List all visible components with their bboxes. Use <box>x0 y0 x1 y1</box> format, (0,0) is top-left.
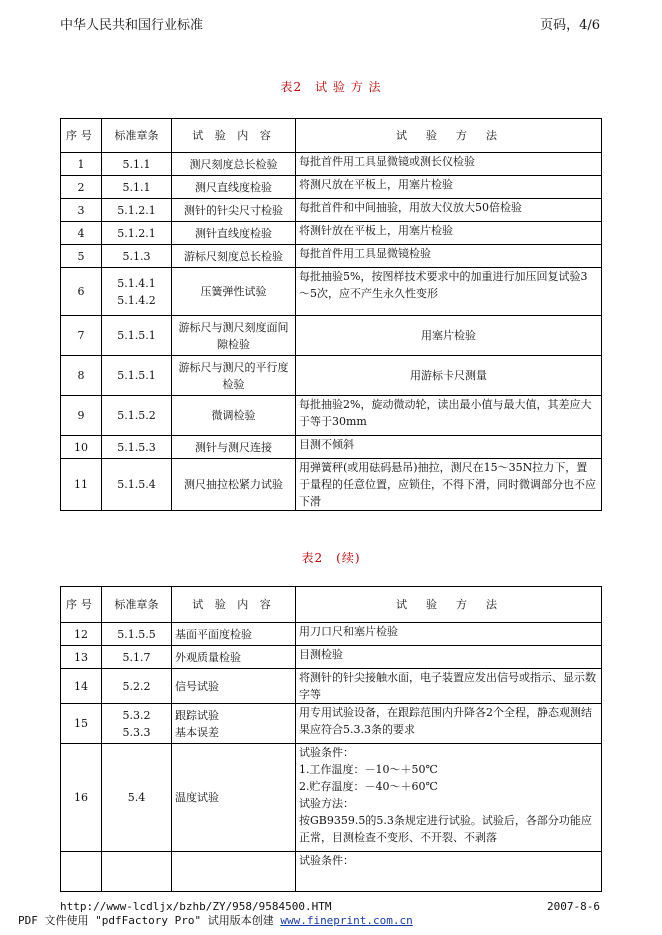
row-test-item: 测针直线度检验 <box>172 222 296 245</box>
row-test-method: 每批首件用工具显微镜或测长仪检验 <box>296 153 602 176</box>
row-test-item: 测尺直线度检验 <box>172 176 296 199</box>
table-row <box>61 176 602 199</box>
footer-date: 2007-8-6 <box>547 900 600 913</box>
row-test-method: 试验条件： <box>296 852 602 892</box>
row-number: 2 <box>61 176 102 199</box>
row-test-method: 用游标卡尺测量 <box>296 356 602 396</box>
table-row <box>61 623 602 646</box>
row-test-method: 每批首件用工具显微镜检验 <box>296 245 602 268</box>
row-number: 4 <box>61 222 102 245</box>
row-clause: 5.1.5.2 <box>102 396 172 436</box>
row-test-item: 微调检验 <box>172 396 296 436</box>
row-number: 6 <box>61 268 102 316</box>
table-row <box>61 704 602 744</box>
row-test-method: 每批首件和中间抽验，用放大仪放大50倍检验 <box>296 199 602 222</box>
row-clause: 5.1.5.3 <box>102 436 172 459</box>
row-test-method: 将测针的针尖接触水面，电子装置应发出信号或指示、显示数字等 <box>296 669 602 704</box>
table-row <box>61 852 602 892</box>
row-test-method: 用弹簧秤(或用砝码悬吊)抽拉，测尺在15～35N拉力下，置于量程的任意位置，应锁住，不得下滑，同时微调部分也不应下滑 <box>296 459 602 511</box>
row-number: 8 <box>61 356 102 396</box>
row-test-method: 用专用试验设备，在跟踪范围内升降各2个全程，静态观测结果应符合5.3.3条的要求 <box>296 704 602 744</box>
row-clause: 5.1.2.1 <box>102 199 172 222</box>
table2-caption: 表2 (续) <box>301 551 361 565</box>
row-number: 16 <box>61 744 102 852</box>
row-test-method: 目测不倾斜 <box>296 436 602 459</box>
row-clause: 5.2.2 <box>102 669 172 704</box>
table-row <box>61 436 602 459</box>
col-header-item: 试 验 内 容 <box>172 119 296 153</box>
row-test-item: 测针的针尖尺寸检验 <box>172 199 296 222</box>
row-clause: 5.1.5.5 <box>102 623 172 646</box>
row-clause: 5.1.1 <box>102 176 172 199</box>
row-number: 5 <box>61 245 102 268</box>
col-header-method: 试 验 方 法 <box>296 587 602 623</box>
footer-url: http://www-lcdljx/bzhb/ZY/958/9584500.HTM <box>60 900 332 913</box>
col-header-clause: 标准章条 <box>102 119 172 153</box>
row-clause: 5.1.1 <box>102 153 172 176</box>
col-header-method: 试 验 方 法 <box>296 119 602 153</box>
row-test-item: 跟踪试验 基本误差 <box>172 704 296 744</box>
row-clause: 5.1.5.1 <box>102 316 172 356</box>
document-header-title: 中华人民共和国行业标准 <box>60 18 204 33</box>
row-clause: 5.3.2 5.3.3 <box>102 704 172 744</box>
row-number: 7 <box>61 316 102 356</box>
row-number: 10 <box>61 436 102 459</box>
row-test-method: 用刀口尺和塞片检验 <box>296 623 602 646</box>
row-test-item: 温度试验 <box>172 744 296 852</box>
row-test-item <box>172 852 296 892</box>
col-header-no: 序号 <box>61 587 102 623</box>
row-test-method: 每批抽验2%，旋动微动轮，读出最小值与最大值，其差应大于等于30mm <box>296 396 602 436</box>
row-clause: 5.1.5.1 <box>102 356 172 396</box>
row-test-item: 游标尺与测尺刻度面间隙检验 <box>172 316 296 356</box>
row-number: 1 <box>61 153 102 176</box>
row-number: 3 <box>61 199 102 222</box>
table-row <box>61 396 602 436</box>
page-number: 页码，4/6 <box>540 18 600 33</box>
table1-caption: 表2 试 验 方 法 <box>280 80 382 94</box>
row-clause: 5.1.5.4 <box>102 459 172 511</box>
row-clause: 5.1.4.1 5.1.4.2 <box>102 268 172 316</box>
row-clause: 5.1.3 <box>102 245 172 268</box>
row-number: 13 <box>61 646 102 669</box>
table-row <box>61 316 602 356</box>
table-row <box>61 222 602 245</box>
row-number: 14 <box>61 669 102 704</box>
row-number: 9 <box>61 396 102 436</box>
row-test-item: 测针与测尺连接 <box>172 436 296 459</box>
row-test-method: 每批抽验5%，按图样技术要求中的加重进行加压回复试验3～5次，应不产生永久性变形 <box>296 268 602 316</box>
row-number: 12 <box>61 623 102 646</box>
row-test-item: 游标尺刻度总长检验 <box>172 245 296 268</box>
table-row <box>61 669 602 704</box>
table-row <box>61 245 602 268</box>
test-methods-table-continued <box>60 586 602 892</box>
pdf-creator-note <box>18 912 413 928</box>
table-row <box>61 646 602 669</box>
col-header-item: 试 验 内 容 <box>172 587 296 623</box>
col-header-no: 序号 <box>61 119 102 153</box>
row-test-method: 将测针放在平板上，用塞片检验 <box>296 222 602 245</box>
row-number: 15 <box>61 704 102 744</box>
table-row <box>61 153 602 176</box>
row-test-item: 游标尺与测尺的平行度检验 <box>172 356 296 396</box>
row-clause: 5.1.2.1 <box>102 222 172 245</box>
row-test-item: 信号试验 <box>172 669 296 704</box>
row-test-item: 测尺抽拉松紧力试验 <box>172 459 296 511</box>
test-methods-table <box>60 118 602 511</box>
table-row <box>61 744 602 852</box>
table-row <box>61 199 602 222</box>
fineprint-link[interactable]: www.fineprint.com.cn <box>280 914 413 927</box>
row-clause: 5.1.7 <box>102 646 172 669</box>
col-header-clause: 标准章条 <box>102 587 172 623</box>
row-clause <box>102 852 172 892</box>
row-test-item: 测尺刻度总长检验 <box>172 153 296 176</box>
row-test-item: 外观质量检验 <box>172 646 296 669</box>
row-test-item: 压簧弹性试验 <box>172 268 296 316</box>
row-number <box>61 852 102 892</box>
table-row <box>61 268 602 316</box>
row-test-method: 用塞片检验 <box>296 316 602 356</box>
table-row <box>61 356 602 396</box>
row-test-method: 将测尺放在平板上，用塞片检验 <box>296 176 602 199</box>
row-clause: 5.4 <box>102 744 172 852</box>
row-test-item: 基面平面度检验 <box>172 623 296 646</box>
table-row <box>61 459 602 511</box>
row-test-method: 试验条件： 1.工作温度：－10～＋50℃ 2.贮存温度：－40～＋60℃ 试验方法： 按GB9359.5的5.3条规定进行试验。试验后，各部分功能应正常，目测检查不变形、不开裂、不剥落 <box>296 744 602 852</box>
pdf-creator-text: PDF 文件使用 "pdfFactory Pro" 试用版本创建 <box>18 914 281 927</box>
row-test-method: 目测检验 <box>296 646 602 669</box>
row-number: 11 <box>61 459 102 511</box>
